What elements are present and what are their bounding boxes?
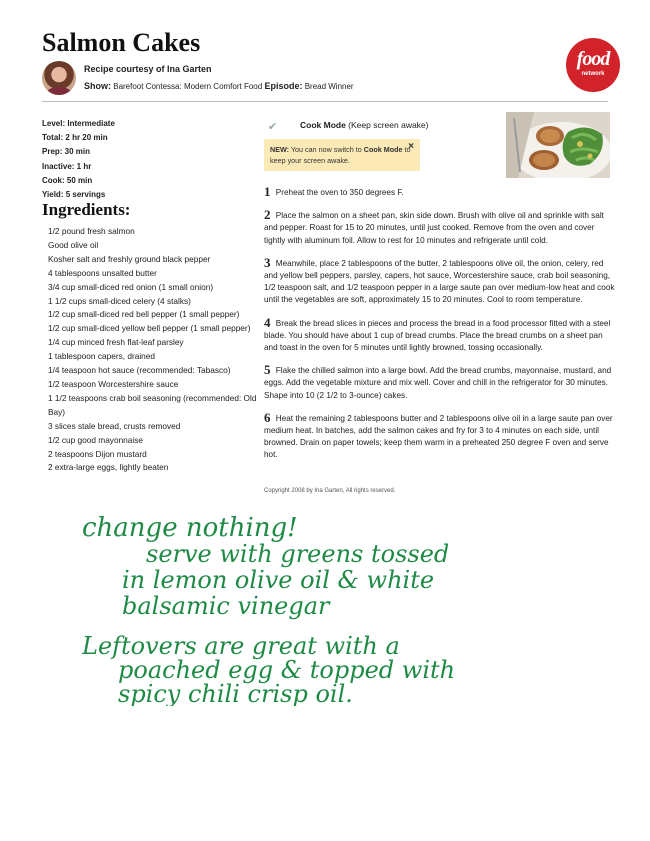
ingredient-item: 1/2 cup small-diced yellow bell pepper (1 small pepper) <box>48 323 251 334</box>
ingredients-heading: Ingredients: <box>42 200 131 219</box>
notice-text: You can now switch to <box>289 145 364 154</box>
ingredient-item: 1 tablespoon capers, drained <box>48 351 156 362</box>
step-text: Meanwhile, place 2 tablespoons of the butter, 2 tablespoons olive oil, the onion, celery, red and yellow bell peppers, parsley, capers, hot sauce, Worcestershire sauce, crab boil seasoning, 1/2 teaspoon salt, and 1/2 teaspoon pepper in a large saute pan over medium-low heat and cook until the vegetables are soft, approximately 15 to 20 minutes. Cool to room temperature. <box>264 258 615 305</box>
ingredient-item: 3 slices stale bread, crusts removed <box>48 420 181 431</box>
direction-step <box>264 254 616 307</box>
notice-prefix: NEW: <box>270 145 290 154</box>
copyright-notice: Copyright 2008 by Ina Garten, All rights reserved. <box>264 488 396 494</box>
cook-mode-toggle[interactable] <box>300 120 429 130</box>
show-info <box>84 81 354 91</box>
show-label: Show: <box>84 81 111 91</box>
salmon-cakes-photo <box>506 112 610 178</box>
ingredient-item: Good olive oil <box>48 239 99 250</box>
ingredient-item: 3/4 cup small-diced red onion (1 small onion) <box>48 281 214 292</box>
ingredient-item: 2 teaspoons Dijon mustard <box>48 448 147 459</box>
notice-cook-mode: Cook Mode <box>363 145 403 154</box>
meta-total: Total: 2 hr 20 min <box>42 133 108 143</box>
recipe-meta <box>42 117 115 202</box>
handwritten-note <box>82 506 602 706</box>
ingredients-list <box>48 225 258 475</box>
note-line: Leftovers are great with a <box>82 632 400 660</box>
logo-word: food <box>576 48 610 70</box>
step-number: 3 <box>264 254 271 270</box>
step-number: 2 <box>264 207 271 223</box>
step-number: 5 <box>264 362 271 378</box>
author-avatar <box>42 61 76 95</box>
ingredient-item: 1/4 cup minced fresh flat-leaf parsley <box>48 337 184 348</box>
cook-mode-label: Cook Mode <box>300 120 346 130</box>
ingredient-item: 1/2 teaspoon Worcestershire sauce <box>48 378 179 389</box>
ingredient-item: 1/4 teaspoon hot sauce (recommended: Tabasco) <box>48 365 231 376</box>
meta-yield: Yield: 5 servings <box>42 190 106 200</box>
recipe-byline: Recipe courtesy of Ina Garten <box>84 64 212 74</box>
note-line: serve with greens tossed <box>146 540 450 568</box>
ingredient-item: 1/2 cup small-diced red bell pepper (1 small pepper) <box>48 309 240 320</box>
show-value[interactable]: Barefoot Contessa: Modern Comfort Food <box>113 82 263 91</box>
direction-step <box>264 186 616 199</box>
ingredient-item: 1 1/2 cups small-diced celery (4 stalks) <box>48 295 191 306</box>
meta-prep: Prep: 30 min <box>42 147 91 157</box>
directions <box>264 186 616 472</box>
step-number: 4 <box>264 314 271 330</box>
note-line: balsamic vinegar <box>122 592 330 620</box>
note-line: poached egg & topped with <box>118 656 456 684</box>
step-text: Flake the chilled salmon into a large bowl. Add the bread crumbs, mayonnaise, mustard, and eggs. Add the vegetable mixture and mix well. Cover and chill in the refrigerator for 30 minutes. Shape into 10 (2 1/2 to 3-ounce) cakes. <box>264 366 612 400</box>
ingredient-item: 1/2 cup good mayonnaise <box>48 434 144 445</box>
ingredient-item: 4 tablespoons unsalted butter <box>48 267 157 278</box>
notice-end: to keep your screen awake. <box>270 145 411 165</box>
step-text: Heat the remaining 2 tablespoons butter and 2 tablespoons olive oil in a large saute pan over medium heat. In batches, add the salmon cakes and fry for 3 to 4 minutes on each side, until browned. Drain on paper towels; keep them warm in a preheated 250 degree F oven and serve hot. <box>264 413 613 460</box>
direction-step <box>264 314 616 355</box>
cook-mode-check-icon[interactable]: ✔ <box>268 121 278 133</box>
note-line: spicy chili crisp oil. <box>118 680 353 706</box>
note-line: change nothing! <box>82 513 298 543</box>
ingredient-item: 1 1/2 teaspoons crab boil seasoning (recommended: Old Bay) <box>48 392 257 417</box>
ingredient-item: 1/2 pound fresh salmon <box>48 226 135 236</box>
step-text: Preheat the oven to 350 degrees F. <box>275 188 404 197</box>
direction-step <box>264 364 616 402</box>
step-number: 1 <box>264 184 271 199</box>
ingredient-item: 2 extra-large eggs, lightly beaten <box>48 462 169 473</box>
episode-label: Episode: <box>264 81 303 91</box>
episode-value[interactable]: Bread Winner <box>304 82 354 91</box>
header-divider <box>42 101 608 102</box>
close-icon[interactable]: × <box>408 141 414 152</box>
direction-step <box>264 409 616 462</box>
step-text: Break the bread slices in pieces and process the bread in a food processor fitted with a steel blade. You should have about 1 cup of bread crumbs. Place the bread crumbs on a sheet pan and toast in the oven for 5 minutes until lightly browned, tossing occasionally. <box>264 318 611 353</box>
ingredient-item: Kosher salt and freshly ground black pepper <box>48 253 211 264</box>
step-text: Place the salmon on a sheet pan, skin side down. Brush with olive oil and sprinkle with salt and pepper. Roast for 15 to 20 minutes, until just cooked. Remove from the oven and cover tightly with aluminum foil. Allow to rest for 10 minutes and refrigerate until cold. <box>264 211 604 245</box>
cook-mode-notice <box>264 139 420 171</box>
meta-level: Level: Intermediate <box>42 119 115 128</box>
meta-inactive: Inactive: 1 hr <box>42 161 92 171</box>
note-line: in lemon olive oil & white <box>122 566 435 594</box>
meta-cook: Cook: 50 min <box>42 175 93 185</box>
step-number: 6 <box>264 409 271 425</box>
logo-sub: network <box>581 71 605 77</box>
cook-mode-hint: (Keep screen awake) <box>345 120 429 130</box>
food-network-logo[interactable] <box>566 38 620 92</box>
direction-step <box>264 209 616 247</box>
recipe-title: Salmon Cakes <box>42 28 201 57</box>
